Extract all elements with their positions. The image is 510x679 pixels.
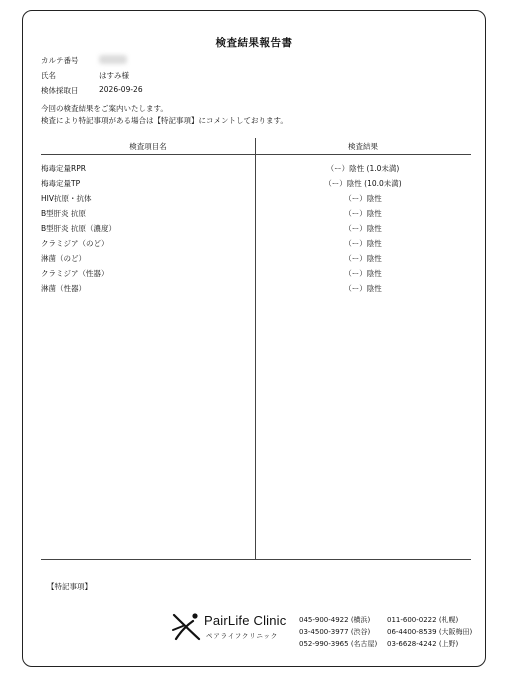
name-value: はすみ様 [99,71,129,80]
test-item-name: クラミジア（性器） [41,269,109,278]
table-row [41,163,471,178]
phone-yokohama: 045-900-4922 (横浜) [299,616,371,624]
clinic-name-kana: ペアライフクリニック [206,632,279,640]
phone-nagoya: 052-990-3965 (名古屋) [299,640,378,648]
phone-sapporo: 011-600-0222 (札幌) [387,616,459,624]
person-x-logo-icon [171,612,203,642]
test-item-name: B型肝炎 抗原（濃度） [41,224,117,233]
test-item-name: 梅毒定量TP [41,179,81,188]
chart-number-label: カルテ番号 [41,56,79,65]
test-result: （ー）陰性 [344,269,382,278]
table-row [41,283,471,298]
clinic-logo [171,612,301,646]
test-item-name: クラミジア（のど） [41,239,109,248]
test-result: （ー）陰性 [344,194,382,203]
test-item-name: 淋菌（のど） [41,254,86,263]
test-result: （ー）陰性 [344,239,382,248]
header-divider [41,154,471,155]
intro-line-1: 今回の検査結果をご案内いたします。 [41,104,168,113]
table-bottom-border [41,559,471,560]
sample-date-label: 検体採取日 [41,86,79,95]
results-table [41,138,471,560]
report-title: 検査結果報告書 [215,37,293,49]
phone-ueno: 03-6628-4242 (上野) [387,640,459,648]
test-result: （ー）陰性 (1.0未満) [326,164,400,173]
test-item-name: B型肝炎 抗原 [41,209,87,218]
table-row [41,268,471,283]
table-row [41,178,471,193]
test-result: （ー）陰性 (10.0未満) [324,179,402,188]
header-item: 検査項目名 [129,142,167,151]
test-result: （ー）陰性 [344,284,382,293]
phone-osaka-umeda: 06-4400-8539 (大阪梅田) [387,628,473,636]
table-row [41,253,471,268]
test-item-name: 梅毒定量RPR [41,164,86,173]
header-result: 検査結果 [348,142,378,151]
test-result: （ー）陰性 [344,254,382,263]
sample-date-value: 2026-09-26 [99,85,143,94]
remarks-label: 【特記事項】 [47,582,92,591]
table-row [41,193,471,208]
test-result: （ー）陰性 [344,209,382,218]
test-item-name: 淋菌（性器） [41,284,86,293]
table-row [41,238,471,253]
chart-number-redacted [99,55,127,64]
test-result: （ー）陰性 [344,224,382,233]
phone-shibuya: 03-4500-3977 (渋谷) [299,628,371,636]
table-row [41,223,471,238]
name-label: 氏名 [41,71,56,80]
test-item-name: HIV抗原・抗体 [41,194,92,203]
report-sheet [22,10,486,667]
table-row [41,208,471,223]
intro-line-2: 検査により特記事項がある場合は【特記事項】にコメントしております。 [41,116,288,125]
clinic-name: PairLife Clinic [204,613,287,628]
